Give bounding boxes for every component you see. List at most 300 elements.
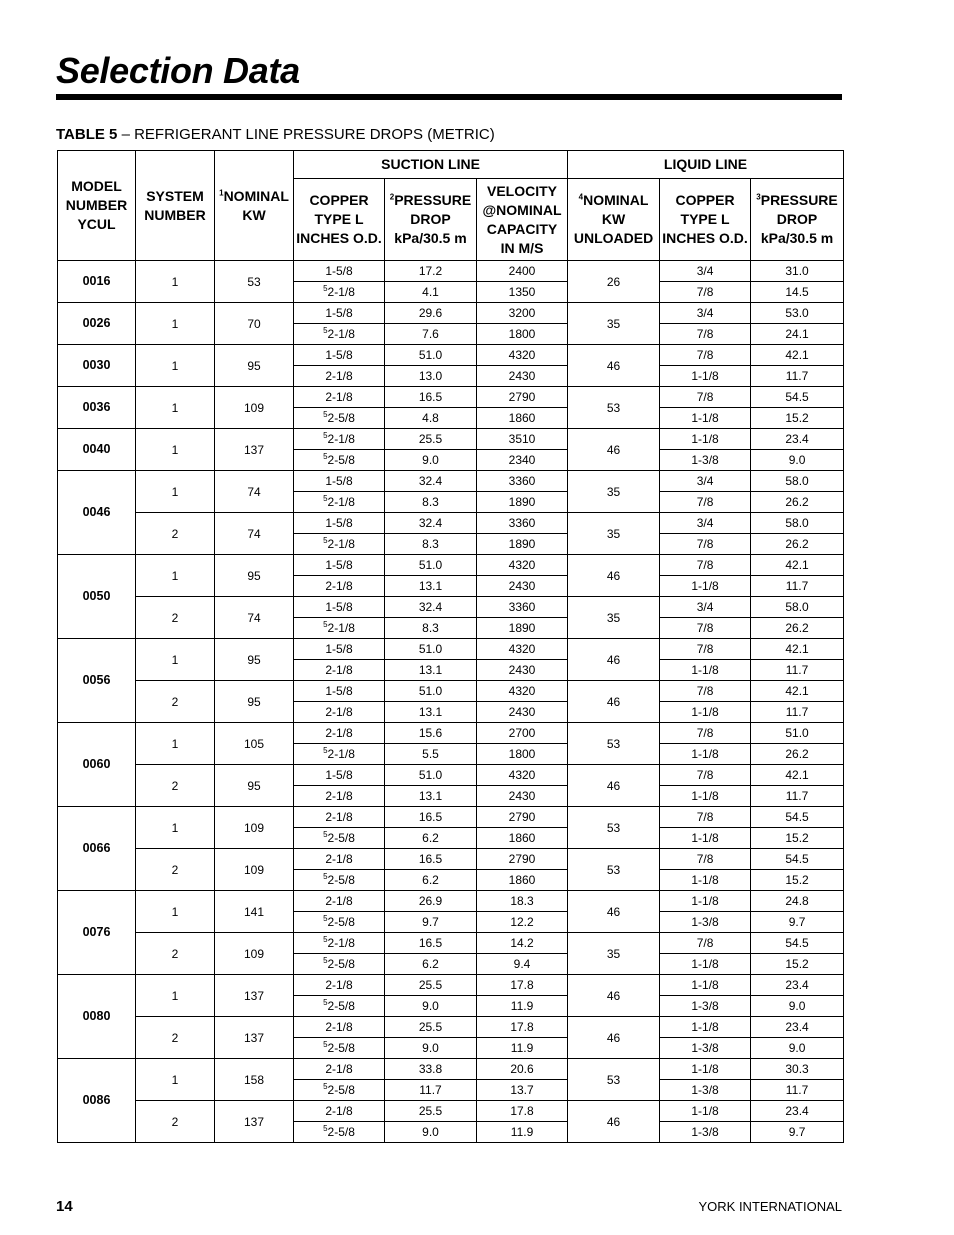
- header-line: UNLOADED: [573, 230, 654, 246]
- velocity-cell: 4320: [477, 639, 568, 660]
- suction-copper-value: 2-1/8: [327, 495, 355, 509]
- suction-copper-value: 2-1/8: [325, 1104, 353, 1118]
- nominal-kw-cell: 137: [215, 975, 294, 1017]
- suction-pressure-drop-cell: 5.5: [385, 744, 477, 765]
- suction-copper-value: 1-5/8: [325, 600, 353, 614]
- suction-copper-cell: [294, 429, 385, 450]
- header-line: kPa/30.5 m: [760, 230, 834, 246]
- liquid-copper-cell: 1-1/8: [660, 975, 751, 996]
- liquid-pressure-drop-cell: 23.4: [751, 429, 844, 450]
- system-number-cell: 2: [136, 765, 215, 807]
- liquid-pressure-drop-cell: 15.2: [751, 954, 844, 975]
- table-row: [58, 303, 844, 324]
- unloaded-kw-cell: 53: [568, 387, 660, 429]
- suction-copper-cell: [294, 1101, 385, 1122]
- velocity-cell: 2790: [477, 849, 568, 870]
- header-line: NOMINAL: [583, 192, 649, 208]
- nominal-kw-cell: 95: [215, 765, 294, 807]
- suction-copper-value: 2-1/8: [325, 810, 353, 824]
- suction-pressure-drop-cell: 17.2: [385, 261, 477, 282]
- model-number-cell: 0016: [58, 261, 136, 303]
- system-number-cell: 2: [136, 513, 215, 555]
- system-number-cell: 1: [136, 387, 215, 429]
- velocity-cell: 1800: [477, 324, 568, 345]
- suction-copper-value: 2-1/8: [325, 369, 353, 383]
- pressure-drop-table: [57, 150, 844, 1143]
- suction-copper-value: 2-5/8: [327, 999, 355, 1013]
- system-number-cell: 1: [136, 345, 215, 387]
- suction-copper-cell: [294, 891, 385, 912]
- table-caption-label: TABLE 5: [56, 126, 118, 143]
- liquid-pressure-drop-cell: 9.0: [751, 1038, 844, 1059]
- nominal-kw-cell: 95: [215, 345, 294, 387]
- table-row: [58, 345, 844, 366]
- header-line: MODEL: [71, 178, 122, 194]
- velocity-cell: 3360: [477, 513, 568, 534]
- suction-pressure-drop-cell: 51.0: [385, 765, 477, 786]
- velocity-cell: 17.8: [477, 1017, 568, 1038]
- model-number-cell: 0056: [58, 639, 136, 723]
- header-line: NUMBER: [65, 197, 128, 213]
- unloaded-kw-cell: 35: [568, 303, 660, 345]
- suction-copper-value: 2-1/8: [325, 852, 353, 866]
- suction-copper-value: 2-1/8: [325, 726, 353, 740]
- model-number-cell: 0040: [58, 429, 136, 471]
- suction-copper-cell: [294, 1017, 385, 1038]
- suction-copper-cell: [294, 492, 385, 513]
- model-number-cell: 0046: [58, 471, 136, 555]
- suction-pressure-drop-cell: 51.0: [385, 555, 477, 576]
- liquid-pressure-drop-cell: 42.1: [751, 765, 844, 786]
- unloaded-kw-cell: 46: [568, 891, 660, 933]
- nominal-kw-cell: 95: [215, 681, 294, 723]
- system-number-cell: 1: [136, 303, 215, 345]
- footnote-marker: 1: [219, 187, 224, 197]
- suction-copper-value: 2-1/8: [325, 1020, 353, 1034]
- nominal-kw-cell: 70: [215, 303, 294, 345]
- suction-copper-cell: [294, 618, 385, 639]
- liquid-pressure-drop-cell: 11.7: [751, 660, 844, 681]
- suction-copper-value: 1-5/8: [325, 516, 353, 530]
- header-line: COPPER: [675, 192, 735, 208]
- suction-copper-cell: [294, 702, 385, 723]
- velocity-cell: 3200: [477, 303, 568, 324]
- liquid-copper-cell: 1-1/8: [660, 891, 751, 912]
- header-line: PRESSURE: [394, 192, 472, 208]
- unloaded-kw-cell: 46: [568, 345, 660, 387]
- suction-copper-cell: [294, 387, 385, 408]
- suction-copper-cell: [294, 996, 385, 1017]
- footnote-marker: 5: [323, 1040, 328, 1049]
- velocity-cell: 2430: [477, 366, 568, 387]
- suction-copper-cell: [294, 450, 385, 471]
- liquid-copper-cell: 7/8: [660, 282, 751, 303]
- liquid-pressure-drop-cell: 14.5: [751, 282, 844, 303]
- suction-pressure-drop-cell: 6.2: [385, 828, 477, 849]
- suction-pressure-drop-cell: 33.8: [385, 1059, 477, 1080]
- suction-pressure-drop-cell: 25.5: [385, 429, 477, 450]
- velocity-cell: 2430: [477, 702, 568, 723]
- model-number-cell: 0030: [58, 345, 136, 387]
- suction-copper-cell: [294, 912, 385, 933]
- suction-copper-value: 2-1/8: [325, 390, 353, 404]
- suction-pressure-drop-cell: 6.2: [385, 870, 477, 891]
- suction-copper-cell: [294, 975, 385, 996]
- nominal-kw-cell: 158: [215, 1059, 294, 1101]
- suction-copper-value: 2-1/8: [325, 978, 353, 992]
- nominal-kw-cell: 141: [215, 891, 294, 933]
- suction-copper-value: 2-1/8: [325, 663, 353, 677]
- system-number-cell: 1: [136, 1059, 215, 1101]
- liquid-copper-cell: 1-1/8: [660, 576, 751, 597]
- footnote-marker: 5: [323, 452, 328, 461]
- liquid-pressure-drop-cell: 11.7: [751, 1080, 844, 1101]
- liquid-copper-cell: 3/4: [660, 261, 751, 282]
- suction-pressure-drop-cell: 8.3: [385, 618, 477, 639]
- liquid-copper-cell: 7/8: [660, 387, 751, 408]
- liquid-copper-cell: 1-1/8: [660, 408, 751, 429]
- header-line: PRESSURE: [760, 192, 838, 208]
- suction-copper-value: 2-5/8: [327, 831, 355, 845]
- suction-copper-cell: [294, 408, 385, 429]
- suction-pressure-drop-cell: 9.7: [385, 912, 477, 933]
- suction-copper-value: 2-5/8: [327, 915, 355, 929]
- suction-copper-value: 1-5/8: [325, 348, 353, 362]
- unloaded-kw-cell: 46: [568, 681, 660, 723]
- liquid-copper-cell: 7/8: [660, 765, 751, 786]
- suction-copper-cell: [294, 303, 385, 324]
- suction-pressure-drop-cell: 25.5: [385, 1017, 477, 1038]
- model-number-cell: 0050: [58, 555, 136, 639]
- velocity-cell: 17.8: [477, 975, 568, 996]
- liquid-copper-cell: 1-3/8: [660, 996, 751, 1017]
- table-row: [58, 807, 844, 828]
- suction-pressure-drop-cell: 16.5: [385, 807, 477, 828]
- header-system: [136, 151, 215, 261]
- header-suction-copper: [294, 179, 385, 261]
- liquid-pressure-drop-cell: 42.1: [751, 681, 844, 702]
- suction-copper-cell: [294, 933, 385, 954]
- liquid-pressure-drop-cell: 26.2: [751, 492, 844, 513]
- liquid-pressure-drop-cell: 54.5: [751, 807, 844, 828]
- header-suction-pressure-drop: [385, 179, 477, 261]
- suction-pressure-drop-cell: 32.4: [385, 513, 477, 534]
- table-row: [58, 933, 844, 954]
- model-number-cell: 0066: [58, 807, 136, 891]
- liquid-copper-cell: 1-1/8: [660, 1017, 751, 1038]
- system-number-cell: 1: [136, 429, 215, 471]
- liquid-pressure-drop-cell: 9.0: [751, 996, 844, 1017]
- group-suction-line: SUCTION LINE: [294, 151, 568, 179]
- footnote-marker: 5: [323, 284, 328, 293]
- model-number-cell: 0026: [58, 303, 136, 345]
- suction-copper-cell: [294, 807, 385, 828]
- liquid-copper-cell: 7/8: [660, 618, 751, 639]
- liquid-pressure-drop-cell: 58.0: [751, 597, 844, 618]
- liquid-copper-cell: 7/8: [660, 849, 751, 870]
- unloaded-kw-cell: 46: [568, 975, 660, 1017]
- liquid-pressure-drop-cell: 11.7: [751, 576, 844, 597]
- footnote-marker: 5: [323, 914, 328, 923]
- suction-pressure-drop-cell: 8.3: [385, 492, 477, 513]
- suction-copper-value: 1-5/8: [325, 684, 353, 698]
- nominal-kw-cell: 74: [215, 513, 294, 555]
- liquid-copper-cell: 7/8: [660, 933, 751, 954]
- suction-pressure-drop-cell: 9.0: [385, 1038, 477, 1059]
- suction-copper-value: 2-1/8: [325, 1062, 353, 1076]
- liquid-pressure-drop-cell: 42.1: [751, 639, 844, 660]
- velocity-cell: 3360: [477, 471, 568, 492]
- liquid-copper-cell: 7/8: [660, 723, 751, 744]
- suction-copper-value: 2-1/8: [327, 432, 355, 446]
- suction-pressure-drop-cell: 9.0: [385, 996, 477, 1017]
- suction-copper-cell: [294, 849, 385, 870]
- system-number-cell: 2: [136, 1017, 215, 1059]
- header-line: NOMINAL: [223, 187, 289, 204]
- header-line: DROP: [776, 211, 818, 227]
- suction-pressure-drop-cell: 13.1: [385, 660, 477, 681]
- suction-copper-cell: [294, 723, 385, 744]
- footnote-marker: 5: [323, 536, 328, 545]
- suction-copper-value: 2-1/8: [325, 579, 353, 593]
- suction-copper-cell: [294, 744, 385, 765]
- footnote-marker: 5: [323, 935, 328, 944]
- liquid-pressure-drop-cell: 53.0: [751, 303, 844, 324]
- header-line: TYPE L: [680, 211, 730, 227]
- liquid-pressure-drop-cell: 26.2: [751, 744, 844, 765]
- model-number-cell: 0086: [58, 1059, 136, 1143]
- suction-pressure-drop-cell: 13.1: [385, 702, 477, 723]
- footnote-marker: 5: [323, 431, 328, 440]
- suction-copper-cell: [294, 366, 385, 387]
- suction-copper-value: 1-5/8: [325, 306, 353, 320]
- liquid-pressure-drop-cell: 23.4: [751, 1017, 844, 1038]
- header-line: SYSTEM: [146, 187, 204, 204]
- velocity-cell: 4320: [477, 555, 568, 576]
- liquid-pressure-drop-cell: 9.7: [751, 1122, 844, 1143]
- header-line: KW: [601, 211, 626, 227]
- system-number-cell: 1: [136, 471, 215, 513]
- liquid-copper-cell: 7/8: [660, 807, 751, 828]
- suction-pressure-drop-cell: 16.5: [385, 933, 477, 954]
- liquid-copper-cell: 3/4: [660, 513, 751, 534]
- model-number-cell: 0060: [58, 723, 136, 807]
- table-row: [58, 597, 844, 618]
- header-liquid-copper: [660, 179, 751, 261]
- footnote-marker: 5: [323, 620, 328, 629]
- liquid-pressure-drop-cell: 58.0: [751, 471, 844, 492]
- system-number-cell: 2: [136, 597, 215, 639]
- header-model: [58, 151, 136, 261]
- velocity-cell: 20.6: [477, 1059, 568, 1080]
- header-liquid-pressure-drop: [751, 179, 844, 261]
- suction-pressure-drop-cell: 32.4: [385, 471, 477, 492]
- header-line: TYPE L: [314, 211, 364, 227]
- liquid-pressure-drop-cell: 23.4: [751, 1101, 844, 1122]
- nominal-kw-cell: 109: [215, 849, 294, 891]
- liquid-copper-cell: 7/8: [660, 534, 751, 555]
- footer-company: YORK INTERNATIONAL: [698, 1199, 842, 1214]
- liquid-copper-cell: 1-1/8: [660, 954, 751, 975]
- suction-copper-cell: [294, 870, 385, 891]
- suction-pressure-drop-cell: 51.0: [385, 681, 477, 702]
- velocity-cell: 11.9: [477, 1122, 568, 1143]
- system-number-cell: 2: [136, 1101, 215, 1143]
- table-row: [58, 429, 844, 450]
- unloaded-kw-cell: 26: [568, 261, 660, 303]
- suction-copper-cell: [294, 765, 385, 786]
- footnote-marker: 5: [323, 326, 328, 335]
- velocity-cell: 2400: [477, 261, 568, 282]
- table-row: [58, 1059, 844, 1080]
- velocity-cell: 1890: [477, 492, 568, 513]
- velocity-cell: 1860: [477, 870, 568, 891]
- velocity-cell: 2700: [477, 723, 568, 744]
- suction-copper-value: 2-1/8: [327, 621, 355, 635]
- table-row: [58, 387, 844, 408]
- unloaded-kw-cell: 53: [568, 849, 660, 891]
- system-number-cell: 1: [136, 261, 215, 303]
- unloaded-kw-cell: 46: [568, 765, 660, 807]
- velocity-cell: 14.2: [477, 933, 568, 954]
- suction-copper-cell: [294, 1122, 385, 1143]
- velocity-cell: 17.8: [477, 1101, 568, 1122]
- liquid-pressure-drop-cell: 42.1: [751, 345, 844, 366]
- suction-copper-value: 2-1/8: [327, 537, 355, 551]
- suction-copper-value: 2-1/8: [325, 705, 353, 719]
- system-number-cell: 1: [136, 891, 215, 933]
- suction-copper-value: 2-5/8: [327, 1041, 355, 1055]
- liquid-copper-cell: 1-1/8: [660, 786, 751, 807]
- header-unloaded-kw: [568, 179, 660, 261]
- liquid-copper-cell: 1-1/8: [660, 870, 751, 891]
- suction-pressure-drop-cell: 25.5: [385, 975, 477, 996]
- liquid-copper-cell: 7/8: [660, 681, 751, 702]
- liquid-pressure-drop-cell: 11.7: [751, 702, 844, 723]
- suction-pressure-drop-cell: 4.1: [385, 282, 477, 303]
- header-nominal-kw: [215, 151, 294, 261]
- header-line: KW: [242, 206, 266, 223]
- table-row: [58, 975, 844, 996]
- liquid-pressure-drop-cell: 42.1: [751, 555, 844, 576]
- unloaded-kw-cell: 35: [568, 513, 660, 555]
- suction-pressure-drop-cell: 16.5: [385, 387, 477, 408]
- table-row: [58, 513, 844, 534]
- footnote-marker: 5: [323, 1082, 328, 1091]
- system-number-cell: 1: [136, 807, 215, 849]
- title-rule: [56, 94, 842, 100]
- model-number-cell: 0036: [58, 387, 136, 429]
- suction-copper-value: 1-5/8: [325, 768, 353, 782]
- suction-copper-value: 2-1/8: [325, 789, 353, 803]
- velocity-cell: 13.7: [477, 1080, 568, 1101]
- table-row: [58, 849, 844, 870]
- suction-copper-cell: [294, 828, 385, 849]
- velocity-cell: 3360: [477, 597, 568, 618]
- system-number-cell: 1: [136, 975, 215, 1017]
- suction-copper-cell: [294, 639, 385, 660]
- page-title: Selection Data: [56, 50, 300, 91]
- liquid-copper-cell: 1-3/8: [660, 1080, 751, 1101]
- liquid-pressure-drop-cell: 51.0: [751, 723, 844, 744]
- nominal-kw-cell: 105: [215, 723, 294, 765]
- liquid-copper-cell: 1-3/8: [660, 450, 751, 471]
- suction-copper-cell: [294, 786, 385, 807]
- table-row: [58, 891, 844, 912]
- nominal-kw-cell: 109: [215, 387, 294, 429]
- suction-copper-cell: [294, 513, 385, 534]
- nominal-kw-cell: 74: [215, 597, 294, 639]
- table-row: [58, 1017, 844, 1038]
- liquid-pressure-drop-cell: 54.5: [751, 933, 844, 954]
- footnote-marker: 5: [323, 746, 328, 755]
- group-header-row: [58, 151, 844, 179]
- velocity-cell: 1890: [477, 618, 568, 639]
- liquid-copper-cell: 1-1/8: [660, 366, 751, 387]
- liquid-copper-cell: 1-3/8: [660, 1038, 751, 1059]
- suction-pressure-drop-cell: 13.1: [385, 786, 477, 807]
- suction-copper-cell: [294, 681, 385, 702]
- footnote-marker: 5: [323, 956, 328, 965]
- liquid-pressure-drop-cell: 54.5: [751, 387, 844, 408]
- velocity-cell: 9.4: [477, 954, 568, 975]
- liquid-copper-cell: 7/8: [660, 324, 751, 345]
- suction-pressure-drop-cell: 9.0: [385, 450, 477, 471]
- liquid-pressure-drop-cell: 30.3: [751, 1059, 844, 1080]
- nominal-kw-cell: 53: [215, 261, 294, 303]
- liquid-copper-cell: 1-1/8: [660, 744, 751, 765]
- suction-copper-cell: [294, 555, 385, 576]
- suction-copper-value: 2-5/8: [327, 453, 355, 467]
- suction-copper-value: 2-5/8: [327, 873, 355, 887]
- system-number-cell: 2: [136, 681, 215, 723]
- suction-copper-cell: [294, 261, 385, 282]
- header-line: DROP: [410, 211, 451, 227]
- unloaded-kw-cell: 46: [568, 639, 660, 681]
- velocity-cell: 2340: [477, 450, 568, 471]
- liquid-pressure-drop-cell: 24.1: [751, 324, 844, 345]
- velocity-cell: 11.9: [477, 1038, 568, 1059]
- nominal-kw-cell: 74: [215, 471, 294, 513]
- footnote-marker: 5: [323, 830, 328, 839]
- page-number: 14: [56, 1198, 73, 1215]
- suction-copper-value: 2-1/8: [325, 894, 353, 908]
- unloaded-kw-cell: 35: [568, 933, 660, 975]
- velocity-cell: 2430: [477, 786, 568, 807]
- suction-copper-cell: [294, 345, 385, 366]
- suction-pressure-drop-cell: 6.2: [385, 954, 477, 975]
- table-row: [58, 681, 844, 702]
- nominal-kw-cell: 137: [215, 429, 294, 471]
- table-row: [58, 471, 844, 492]
- nominal-kw-cell: 109: [215, 933, 294, 975]
- velocity-cell: 4320: [477, 681, 568, 702]
- suction-copper-cell: [294, 1059, 385, 1080]
- liquid-pressure-drop-cell: 54.5: [751, 849, 844, 870]
- table-row: [58, 639, 844, 660]
- header-line: YCUL: [77, 216, 116, 232]
- system-number-cell: 1: [136, 555, 215, 597]
- footnote-marker: 5: [323, 872, 328, 881]
- velocity-cell: 1350: [477, 282, 568, 303]
- liquid-pressure-drop-cell: 15.2: [751, 870, 844, 891]
- unloaded-kw-cell: 46: [568, 429, 660, 471]
- suction-pressure-drop-cell: 13.0: [385, 366, 477, 387]
- liquid-copper-cell: 1-3/8: [660, 1122, 751, 1143]
- nominal-kw-cell: 137: [215, 1017, 294, 1059]
- unloaded-kw-cell: 53: [568, 807, 660, 849]
- footnote-marker: 5: [323, 998, 328, 1007]
